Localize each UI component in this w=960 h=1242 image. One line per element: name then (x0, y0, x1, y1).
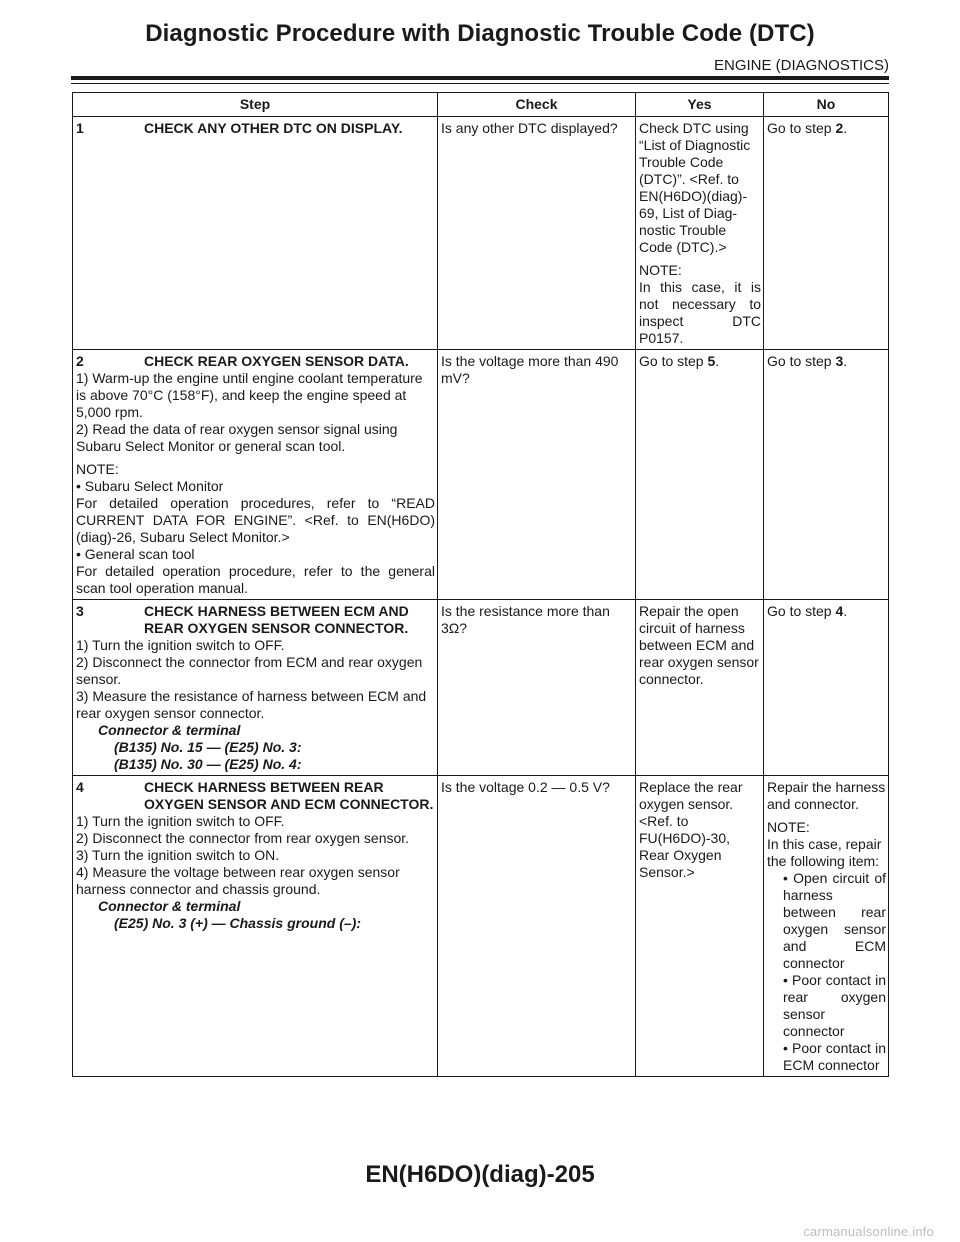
procedure-item: 1) Turn the ignition switch to OFF. (76, 637, 285, 653)
yes-line: Trouble Code (639, 154, 724, 170)
table-row (73, 350, 889, 600)
connector-terminal: (E25) No. 3 (+) — Chassis ground (–): (114, 915, 361, 931)
procedure-item: 1) Turn the ignition switch to OFF. (76, 813, 285, 829)
step-heading: CHECK ANY OTHER DTC ON DISPLAY. (144, 120, 403, 136)
note-bullet: • Subaru Select Monitor (76, 478, 224, 494)
section-label: ENGINE (DIAGNOSTICS) (713, 57, 889, 74)
column-header-check: Check (438, 93, 636, 117)
goto-text: Go to step (767, 120, 836, 136)
procedure-item: 3) Turn the ignition switch to ON. (76, 847, 280, 863)
connector-heading: Connector & terminal (98, 898, 241, 914)
note-text: For detailed operation procedures, refer to “READ CURRENT DATA FOR ENGINE”. <Ref. to EN(H6DO)(diag)-26, Subaru Select Monitor.> (76, 495, 435, 545)
note-text: In this case, it is not necessary to inspect DTC P0157. (639, 279, 761, 346)
note-label: NOTE: (767, 819, 810, 835)
watermark: carmanualsonline.info (803, 1224, 934, 1239)
check-cell: Is any other DTC displayed? (438, 117, 636, 350)
repair-item: • Poor contact in ECM connector (783, 1040, 886, 1073)
procedure-item: 4) Measure the voltage between rear oxygen sensor harness connector and chassis ground. (76, 864, 400, 897)
step-heading: CHECK REAR OXYGEN SENSOR DATA. (144, 353, 409, 369)
note-text: For detailed operation procedure, refer to the general scan tool operation manual. (76, 563, 435, 596)
check-cell: Is the resistance more than 3Ω? (438, 600, 636, 776)
step-cell (73, 117, 438, 350)
connector-terminal: (B135) No. 15 — (E25) No. 3: (114, 739, 302, 755)
table-row (73, 776, 889, 1077)
step-number: 2 (76, 353, 84, 369)
procedure-item: 2) Disconnect the connector from rear oxygen sensor. (76, 830, 410, 846)
procedure-item: 1) Warm-up the engine until engine coolant temperature is above 70°C (158°F), and keep the engine speed at 5,000 rpm. (76, 370, 423, 420)
page-number: EN(H6DO)(diag)-205 (365, 1161, 595, 1188)
header-rule-thin (71, 83, 889, 84)
yes-cell: Replace the rear oxygen sensor. <Ref. to FU(H6DO)-30, Rear Oxygen Sensor.> (636, 776, 764, 1077)
goto-step: 4 (835, 603, 844, 619)
repair-item: • Poor contact in rear oxygen sensor connector (783, 972, 886, 1039)
check-cell: Is the voltage 0.2 — 0.5 V? (438, 776, 636, 1077)
no-cell (764, 776, 889, 1077)
step-cell (73, 600, 438, 776)
note-label: NOTE: (76, 461, 119, 477)
step-number: 1 (76, 120, 84, 136)
step-number: 4 (76, 779, 84, 795)
step-heading: CHECK HARNESS BETWEEN REAR OXYGEN SENSOR AND ECM CONNECTOR. (144, 779, 434, 812)
note-text: In this case, repair the following item: (767, 836, 882, 869)
step-heading: CHECK HARNESS BETWEEN ECM AND REAR OXYGEN SENSOR CONNECTOR. (144, 603, 409, 636)
yes-cell (636, 117, 764, 350)
no-cell (764, 600, 889, 776)
connector-heading: Connector & terminal (98, 722, 241, 738)
goto-text: Go to step (767, 603, 836, 619)
yes-line: Check DTC using (639, 120, 749, 136)
procedure-item: 2) Disconnect the connector from ECM and rear oxygen sensor. (76, 654, 423, 687)
step-number: 3 (76, 603, 84, 619)
table-row (73, 117, 889, 350)
diagnostic-table (72, 92, 889, 1077)
column-header-no: No (764, 93, 889, 117)
page-title: Diagnostic Procedure with Diagnostic Trouble Code (DTC) (145, 20, 815, 47)
no-text: Repair the harness and connector. (767, 779, 886, 812)
yes-line: 69, List of Diag- (639, 205, 738, 221)
goto-text: Go to step (639, 353, 708, 369)
procedure-item: 3) Measure the resistance of harness between ECM and rear oxygen sensor connector. (76, 688, 427, 721)
connector-terminal: (B135) No. 30 — (E25) No. 4: (114, 756, 302, 772)
column-header-step: Step (73, 93, 438, 117)
note-label: NOTE: (639, 262, 682, 278)
table-row (73, 600, 889, 776)
goto-suffix: . (843, 353, 848, 369)
goto-step: 3 (835, 353, 844, 369)
yes-line: Code (DTC).> (639, 239, 727, 255)
yes-line: nostic Trouble (639, 222, 727, 238)
yes-cell (636, 350, 764, 600)
column-header-yes: Yes (636, 93, 764, 117)
goto-text: Go to step (767, 353, 836, 369)
table-header-row (73, 93, 889, 117)
header-rule-thick (71, 76, 889, 80)
goto-step: 2 (835, 120, 844, 136)
goto-suffix: . (715, 353, 720, 369)
goto-suffix: . (843, 603, 848, 619)
step-cell (73, 776, 438, 1077)
yes-cell: Repair the open circuit of harness between ECM and rear oxygen sensor connector. (636, 600, 764, 776)
goto-suffix: . (843, 120, 848, 136)
no-cell (764, 117, 889, 350)
yes-line: (DTC)”. <Ref. to (639, 171, 739, 187)
repair-item: • Open circuit of harness between rear oxygen sensor and ECM connector (783, 870, 886, 971)
no-cell (764, 350, 889, 600)
yes-line: EN(H6DO)(diag)- (639, 188, 748, 204)
goto-step: 5 (707, 353, 716, 369)
yes-line: “List of Diagnostic (639, 137, 751, 153)
procedure-item: 2) Read the data of rear oxygen sensor signal using Subaru Select Monitor or general scan tool. (76, 421, 398, 454)
check-cell: Is the voltage more than 490 mV? (438, 350, 636, 600)
step-cell (73, 350, 438, 600)
note-bullet: • General scan tool (76, 546, 195, 562)
